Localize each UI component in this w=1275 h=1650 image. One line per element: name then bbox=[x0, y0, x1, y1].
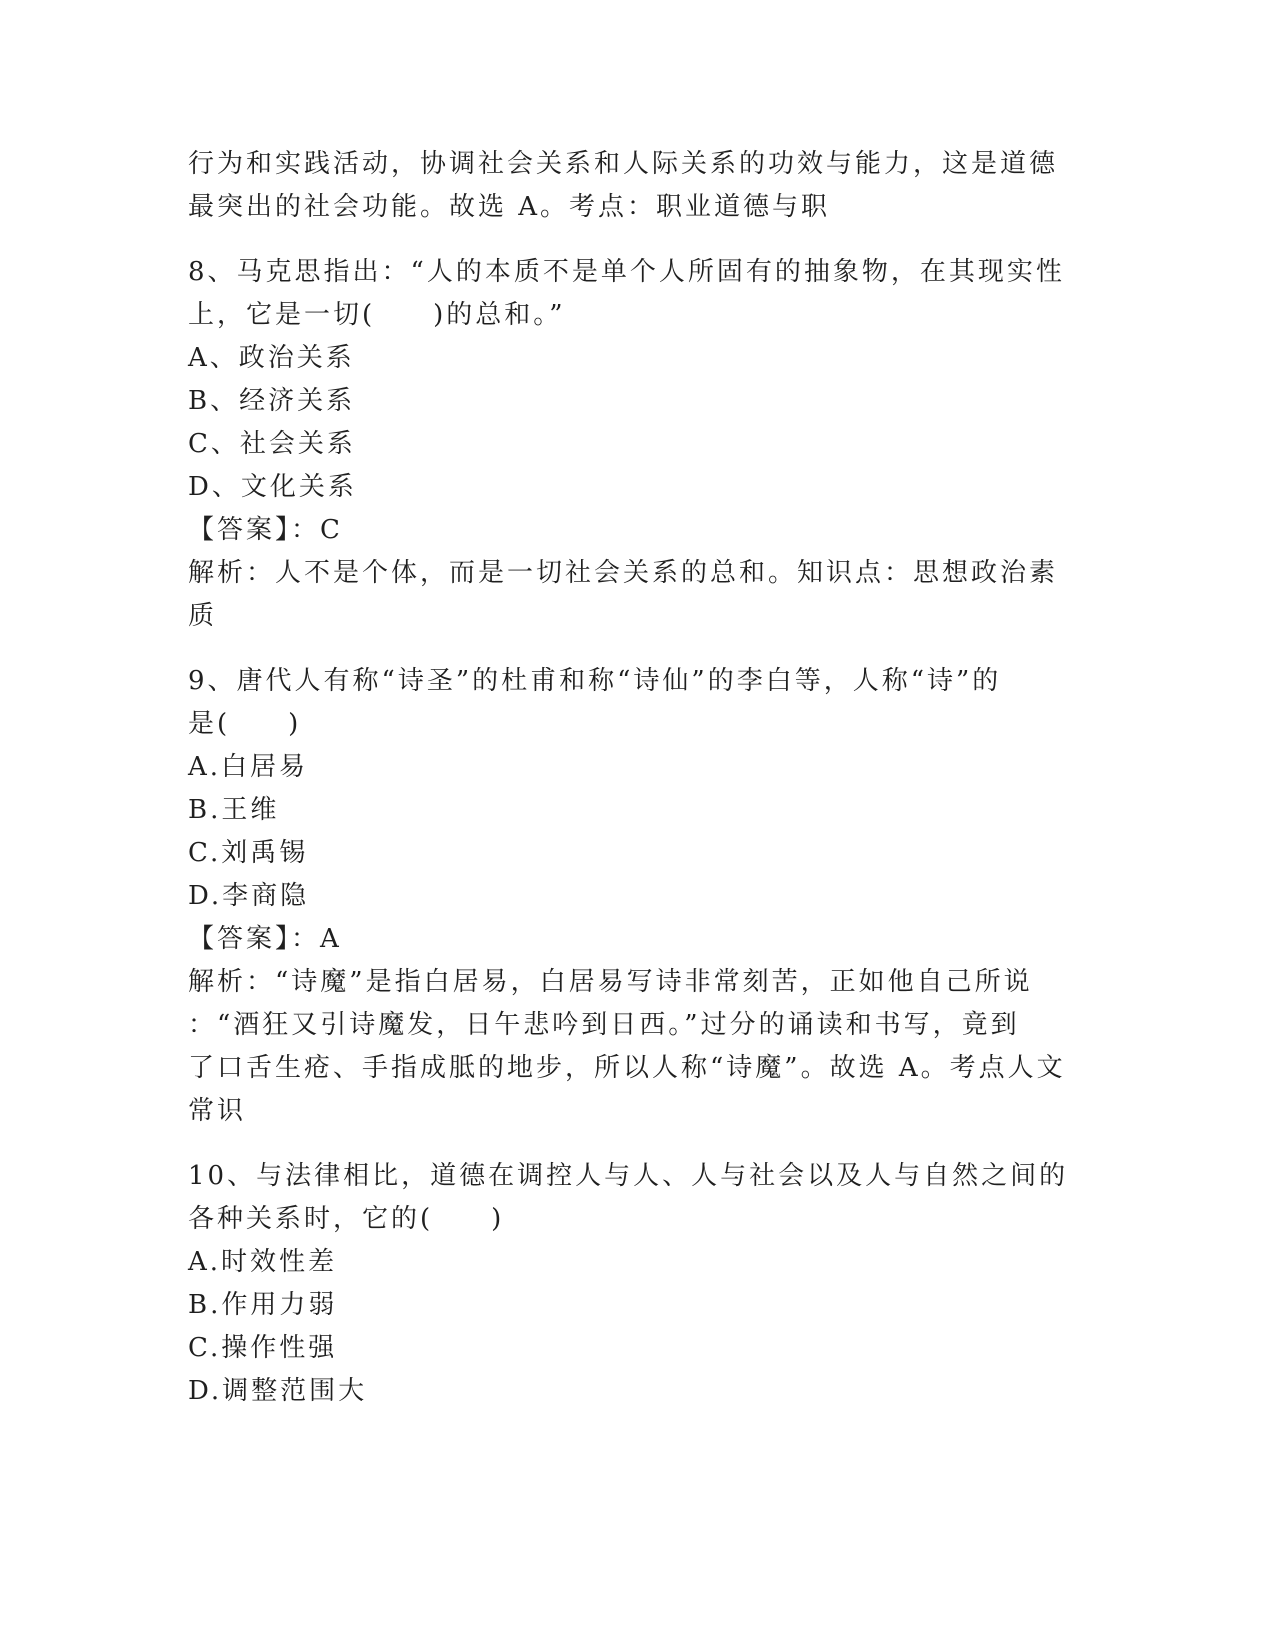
intro-paragraph bbox=[188, 143, 1088, 229]
question-stem: 是( ) bbox=[188, 709, 302, 739]
document-page bbox=[188, 143, 1088, 1413]
question-stem: 各种关系时，它的( ) bbox=[188, 1204, 505, 1234]
option-d: D.调整范围大 bbox=[188, 1376, 368, 1406]
option-b: B.作用力弱 bbox=[188, 1290, 338, 1320]
question-stem: 8、马克思指出：“人的本质不是单个人所固有的抽象物，在其现实性 bbox=[188, 257, 1065, 287]
analysis-line: 了口舌生疮、手指成胝的地步，所以人称“诗魔”。故选 A。考点人文 bbox=[188, 1053, 1066, 1083]
question-10 bbox=[188, 1155, 1088, 1413]
option-b: B、经济关系 bbox=[188, 386, 356, 416]
answer-line: 【答案】：C bbox=[188, 515, 343, 545]
question-stem: 10、与法律相比，道德在调控人与人、人与社会以及人与自然之间的 bbox=[188, 1161, 1069, 1191]
option-c: C.刘禹锡 bbox=[188, 838, 309, 868]
answer-line: 【答案】：A bbox=[188, 924, 342, 954]
question-stem: 上，它是一切( )的总和。” bbox=[188, 300, 566, 330]
option-a: A.白居易 bbox=[188, 752, 309, 782]
analysis-line: 解析：“诗魔”是指白居易，白居易写诗非常刻苦，正如他自己所说 bbox=[188, 967, 1033, 997]
option-b: B.王维 bbox=[188, 795, 280, 825]
analysis-line: ：“酒狂又引诗魔发，日午悲吟到日西。”过分的诵读和书写，竟到 bbox=[188, 1010, 1020, 1040]
question-8 bbox=[188, 251, 1088, 638]
option-c: C、社会关系 bbox=[188, 429, 356, 459]
option-a: A.时效性差 bbox=[188, 1247, 338, 1277]
question-9 bbox=[188, 660, 1088, 1133]
analysis-line: 解析：人不是个体，而是一切社会关系的总和。知识点：思想政治素 bbox=[188, 558, 1059, 588]
analysis-line: 质 bbox=[188, 601, 218, 631]
option-d: D、文化关系 bbox=[188, 472, 357, 502]
option-a: A、政治关系 bbox=[188, 343, 355, 373]
option-c: C.操作性强 bbox=[188, 1333, 338, 1363]
text-line: 最突出的社会功能。故选 A。考点：职业道德与职 bbox=[188, 192, 831, 222]
analysis-line: 常识 bbox=[188, 1096, 247, 1126]
text-line: 行为和实践活动，协调社会关系和人际关系的功效与能力，这是道德 bbox=[188, 149, 1059, 179]
option-d: D.李商隐 bbox=[188, 881, 310, 911]
question-stem: 9、唐代人有称“诗圣”的杜甫和称“诗仙”的李白等，人称“诗”的 bbox=[188, 666, 1002, 696]
